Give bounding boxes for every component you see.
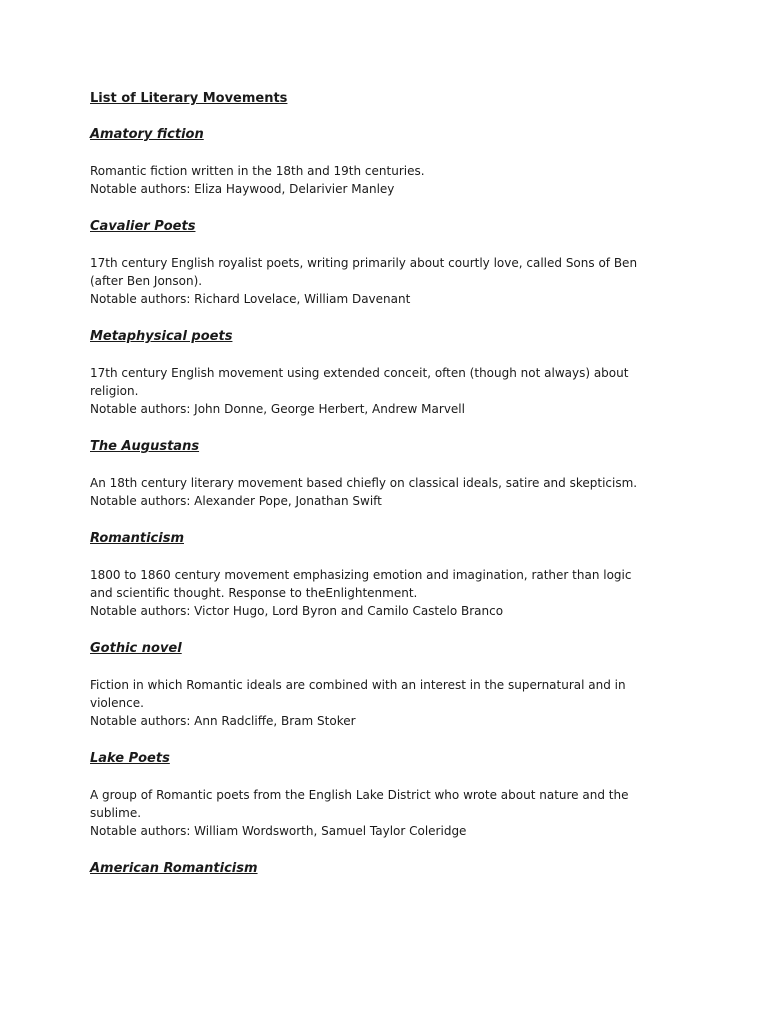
section-description: 1800 to 1860 century movement emphasizing emotion and imagination, rather than logic and scientific thought. Response to theEnlightenment. — [90, 568, 632, 600]
section-heading: Gothic novel — [90, 641, 182, 656]
section-lake-poets — [90, 750, 690, 840]
section-heading: Cavalier Poets — [90, 219, 196, 234]
section-heading: The Augustans — [90, 439, 200, 454]
section-american-romanticism — [90, 860, 690, 878]
section-cavalier-poets — [90, 218, 690, 308]
section-heading: Romanticism — [90, 531, 184, 546]
section-gothic-novel — [90, 640, 690, 730]
section-authors: Notable authors: Eliza Haywood, Delarivier Manley — [90, 182, 395, 196]
section-amatory-fiction — [90, 126, 690, 198]
section-heading: American Romanticism — [90, 861, 258, 876]
section-authors: Notable authors: Alexander Pope, Jonathan Swift — [90, 494, 382, 508]
section-authors: Notable authors: William Wordsworth, Samuel Taylor Coleridge — [90, 824, 467, 838]
page-title: List of Literary Movements — [90, 91, 288, 106]
section-authors: Notable authors: Ann Radcliffe, Bram Stoker — [90, 714, 356, 728]
section-the-augustans — [90, 438, 690, 510]
section-authors: Notable authors: John Donne, George Herbert, Andrew Marvell — [90, 402, 465, 416]
section-heading: Lake Poets — [90, 751, 170, 766]
section-description: An 18th century literary movement based chiefly on classical ideals, satire and skepticism. — [90, 476, 638, 490]
section-metaphysical-poets — [90, 328, 690, 418]
section-authors: Notable authors: Richard Lovelace, William Davenant — [90, 292, 411, 306]
section-description: 17th century English royalist poets, writing primarily about courtly love, called Sons of Ben (after Ben Jonson). — [90, 256, 638, 288]
section-romanticism — [90, 530, 690, 620]
document-page — [90, 90, 690, 898]
section-description: A group of Romantic poets from the English Lake District who wrote about nature and the sublime. — [90, 788, 629, 820]
section-heading: Metaphysical poets — [90, 329, 233, 344]
section-heading: Amatory fiction — [90, 127, 204, 142]
section-description: 17th century English movement using extended conceit, often (though not always) about religion. — [90, 366, 629, 398]
section-authors: Notable authors: Victor Hugo, Lord Byron and Camilo Castelo Branco — [90, 604, 504, 618]
section-description: Fiction in which Romantic ideals are combined with an interest in the supernatural and in violence. — [90, 678, 626, 710]
section-description: Romantic fiction written in the 18th and 19th centuries. — [90, 164, 425, 178]
